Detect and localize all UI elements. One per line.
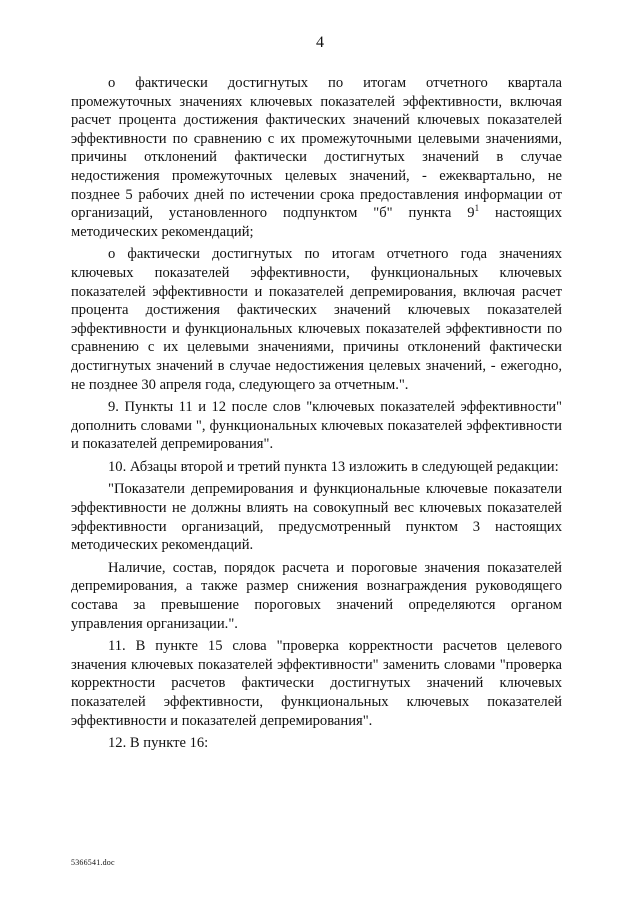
paragraph-depremium-weight: "Показатели депремирования и функциональные ключевые показатели эффективности не должны влиять на совокупный вес ключевых показателей эффективности организаций, предусмотренный пунктом 3 настоящих методических рекомендаций. (71, 481, 562, 554)
paragraph-annual-report: о фактически достигнутых по итогам отчетного года значениях ключевых показателей эффективности, функциональных ключевых показателей эффективности и показателей депремирования, включая расчет процента достижения фактических значений ключевых показателей эффективности и функциональных ключевых показателей эффективности по сравнению с их целевыми значениями, причины отклонений фактически достигнутых значений в случае недостижения целевых значений, - ежегодно, не позднее 30 апреля года, следующего за отчетным.". (71, 246, 562, 393)
paragraph-item-10: 10. Абзацы второй и третий пункта 13 изложить в следующей редакции: (108, 458, 559, 475)
paragraph-depremium-thresholds: Наличие, состав, порядок расчета и пороговые значения показателей депремирования, а также размер снижения вознаграждения руководящего состава за превышение пороговых значений определяются органом управления организации.". (71, 559, 562, 632)
paragraph-item-9: 9. Пункты 11 и 12 после слов "ключевых показателей эффективности" дополнить словами ", функциональных ключевых показателей эффективности и показателей депремирования". (71, 399, 562, 453)
paragraph-text: о фактически достигнутых по итогам отчетного квартала промежуточных значениях ключевых показателей эффективности, включая расчет процента достижения фактических значений ключевых показателей эффективности по сравнению с их промежуточными целевыми значениями, причины отклонений фактически достигнутых значений в случае недостижения промежуточных целевых значений, - ежеквартально, не позднее 5 рабочих дней по истечении срока предоставления информации от организаций, установленного подпунктом "б" пункта 9 (71, 75, 562, 222)
paragraph-quarterly-report (71, 74, 562, 241)
paragraph-item-12: 12. В пункте 16: (108, 735, 209, 752)
page-number: 4 (316, 34, 324, 51)
superscript-mark: 1 (474, 203, 480, 214)
document-body (71, 74, 562, 753)
document-file-code: 5366541.doc (71, 858, 115, 867)
paragraph-text-tail: настоящих методических рекомендаций; (71, 205, 562, 240)
paragraph-item-11: 11. В пункте 15 слова "проверка корректности расчетов целевого значения ключевых показателей эффективности" заменить словами "проверка корректности расчетов фактически достигнутых значений ключевых показателей эффективности, функциональных ключевых показателей эффективности и показателей депремирования". (71, 638, 562, 729)
